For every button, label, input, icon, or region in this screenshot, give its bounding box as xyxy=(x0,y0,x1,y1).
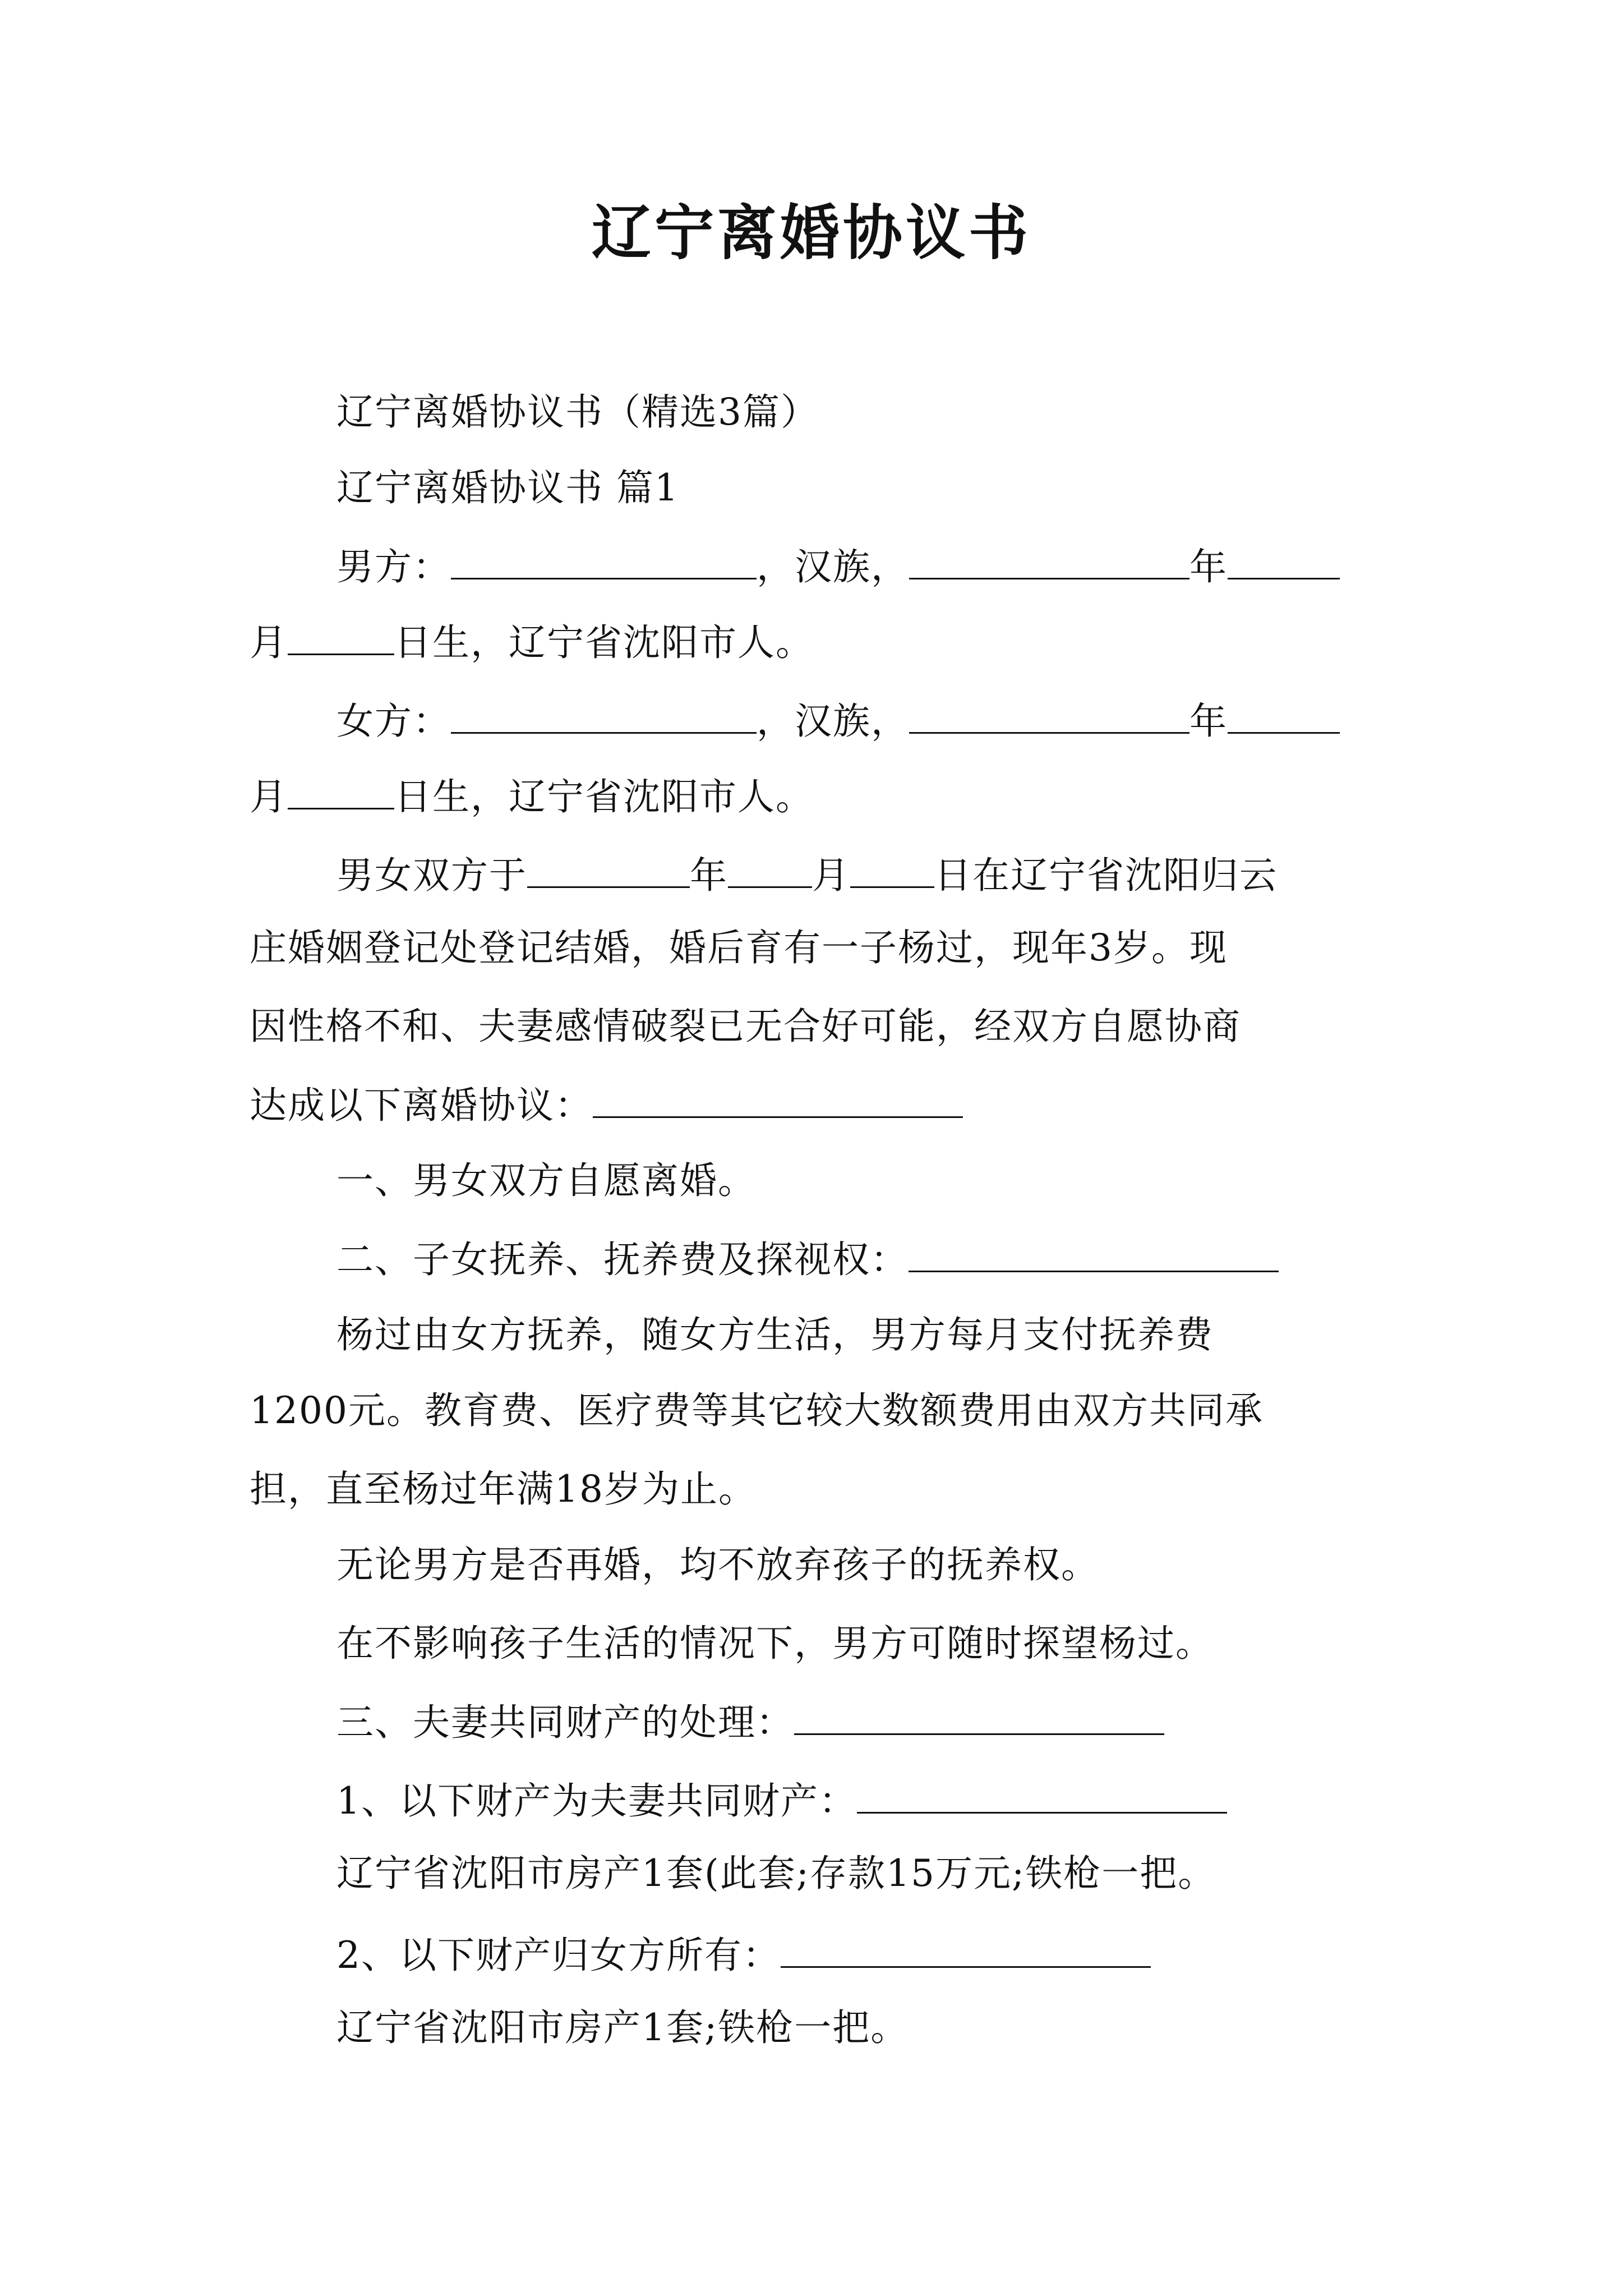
female-year-blank[interactable] xyxy=(909,693,1189,734)
marriage-month-blank[interactable] xyxy=(728,847,812,888)
male-day-blank[interactable] xyxy=(288,614,394,655)
female-label: 女方： xyxy=(336,700,451,743)
sub-item-1-detail: 辽宁省沈阳市房产1套(此套;存款15万元;铁枪一把。 xyxy=(336,1852,1216,1895)
female-name-blank[interactable] xyxy=(451,693,757,734)
custody-line-1: 杨过由女方抚养，随女方生活，男方每月支付抚养费 xyxy=(336,1313,1214,1356)
marriage-line-4 xyxy=(250,1077,963,1131)
custody-note: 无论男方是否再婚，均不放弃孩子的抚养权。 xyxy=(336,1543,1099,1586)
item-1: 一、男女双方自愿离婚。 xyxy=(336,1159,756,1202)
male-label: 男方： xyxy=(336,545,451,588)
item-3 xyxy=(336,1694,1164,1748)
document-subtitle: 辽宁离婚协议书（精选3篇） xyxy=(336,390,819,434)
marriage-intro: 男女双方于 xyxy=(336,854,527,897)
marriage-line-1 xyxy=(336,847,1278,901)
male-birth-tail: 日生，辽宁省沈阳市人。 xyxy=(394,621,814,664)
agreement-blank[interactable] xyxy=(593,1077,963,1118)
marriage-line-3: 因性格不和、夫妻感情破裂已无合好可能，经双方自愿协商 xyxy=(250,1005,1241,1048)
document-title: 辽宁离婚协议书 xyxy=(592,197,1031,268)
visit-note: 在不影响孩子生活的情况下，男方可随时探望杨过。 xyxy=(336,1622,1214,1665)
sub-item-1-blank[interactable] xyxy=(857,1773,1227,1814)
sub-item-1 xyxy=(336,1773,1227,1826)
sub-item-2-label: 2、以下财产归女方所有： xyxy=(336,1934,781,1977)
female-month-blank[interactable] xyxy=(1228,693,1340,734)
marriage-month-label: 月 xyxy=(812,854,850,897)
item-2 xyxy=(336,1231,1279,1285)
male-line xyxy=(336,539,1340,592)
item-3-label: 三、夫妻共同财产的处理： xyxy=(336,1701,794,1744)
item-2-label: 二、子女抚养、抚养费及探视权： xyxy=(336,1238,909,1281)
female-month-label: 月 xyxy=(250,775,288,818)
sub-item-2 xyxy=(336,1927,1151,1981)
male-ethnicity: ，汉族， xyxy=(757,545,909,588)
female-ethnicity: ，汉族， xyxy=(757,700,909,743)
female-line xyxy=(336,693,1340,747)
marriage-line-2: 庄婚姻登记处登记结婚，婚后育有一子杨过，现年3岁。现 xyxy=(250,926,1228,969)
marriage-year-label: 年 xyxy=(690,854,728,897)
sub-item-2-detail: 辽宁省沈阳市房产1套;铁枪一把。 xyxy=(336,2006,909,2049)
custody-line-2: 1200元。教育费、医疗费等其它较大数额费用由双方共同承 xyxy=(250,1389,1264,1432)
sub-item-1-label: 1、以下财产为夫妻共同财产： xyxy=(336,1779,857,1823)
female-birth-tail: 日生，辽宁省沈阳市人。 xyxy=(394,775,814,818)
male-year-blank[interactable] xyxy=(909,539,1189,579)
marriage-day-blank[interactable] xyxy=(850,847,934,888)
female-day-blank[interactable] xyxy=(288,769,394,809)
custody-line-3: 担，直至杨过年满18岁为止。 xyxy=(250,1467,757,1511)
item-2-blank[interactable] xyxy=(909,1231,1279,1272)
male-month-label: 月 xyxy=(250,621,288,664)
male-year-label: 年 xyxy=(1189,545,1228,588)
male-name-blank[interactable] xyxy=(451,539,757,579)
marriage-place: 日在辽宁省沈阳归云 xyxy=(934,854,1278,897)
male-month-blank[interactable] xyxy=(1228,539,1340,579)
marriage-agreement-label: 达成以下离婚协议： xyxy=(250,1084,593,1127)
section-heading: 辽宁离婚协议书 篇1 xyxy=(336,466,679,509)
female-year-label: 年 xyxy=(1189,700,1228,743)
item-3-blank[interactable] xyxy=(794,1694,1164,1735)
female-line-2 xyxy=(250,769,814,822)
sub-item-2-blank[interactable] xyxy=(781,1927,1151,1968)
male-line-2 xyxy=(250,614,814,668)
marriage-year-blank[interactable] xyxy=(527,847,690,888)
